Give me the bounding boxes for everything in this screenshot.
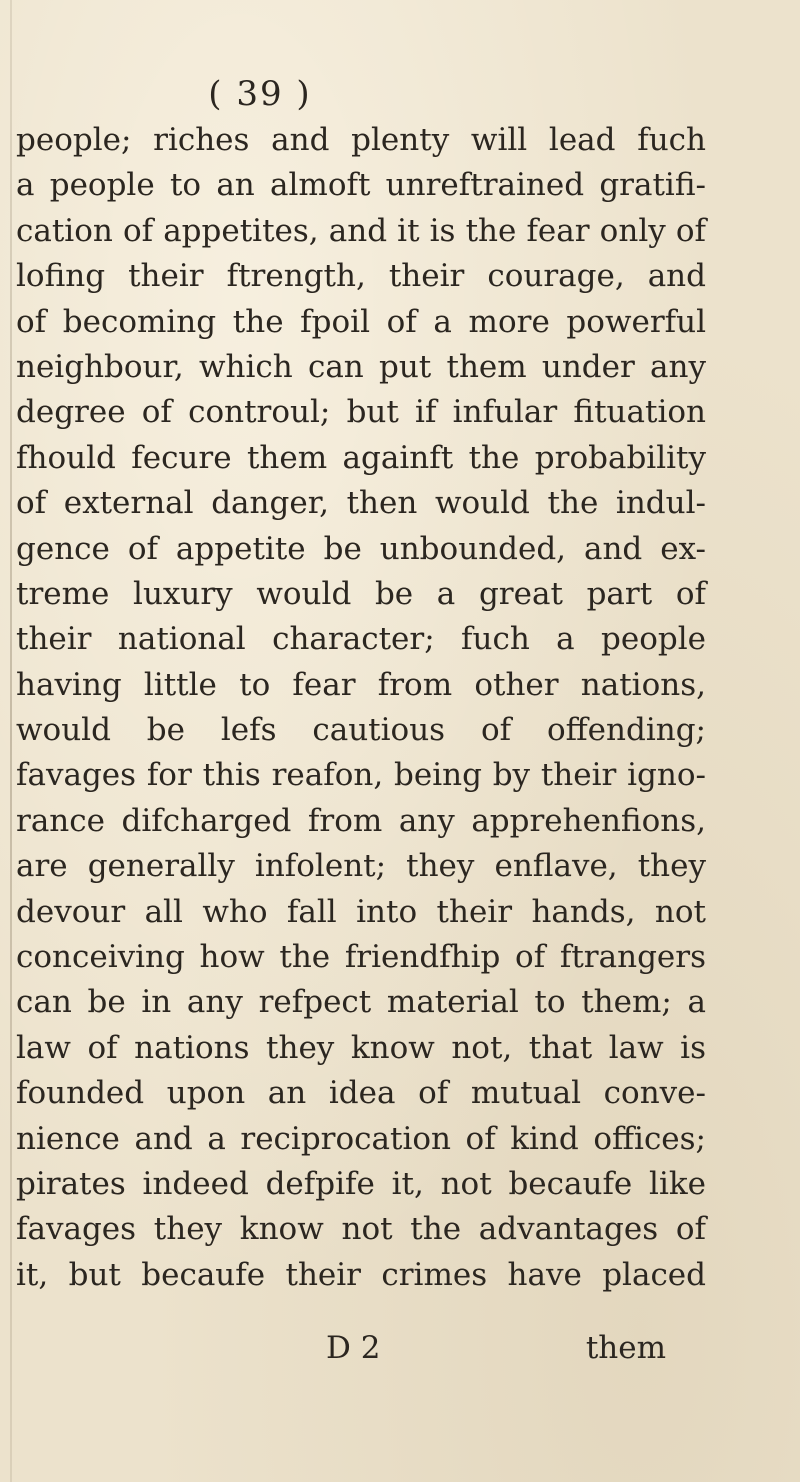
text-line: lofing their ftrength, their courage, and <box>16 258 706 295</box>
text-line: favages for this reafon, being by their igno- <box>16 757 706 794</box>
text-line: a people to an almoft unreftrained gratifi- <box>16 167 706 204</box>
text-line: founded upon an idea of mutual conve- <box>16 1075 706 1112</box>
text-line: gence of appetite be unbounded, and ex- <box>16 530 706 567</box>
text-line: law of nations they know not, that law is <box>16 1029 706 1066</box>
signature-mark: D 2 <box>326 1330 381 1366</box>
text-line: would be lefs cautious of offending; <box>16 712 706 749</box>
text-line: having little to fear from other nations, <box>16 666 706 703</box>
text-line: neighbour, which can put them under any <box>16 348 706 385</box>
text-line: are generally infolent; they enflave, they <box>16 848 706 885</box>
page-number: ( 39 ) <box>208 74 312 114</box>
text-line: their national character; fuch a people <box>16 621 706 658</box>
page-gutter-shadow <box>10 0 12 1482</box>
text-line: people; riches and plenty will lead fuch <box>16 122 706 158</box>
page-footer <box>16 1330 706 1376</box>
text-line: of external danger, then would the indul- <box>16 485 706 522</box>
text-line: rance difcharged from any apprehenfions, <box>16 802 706 839</box>
text-line: pirates indeed defpife it, not becaufe like <box>16 1165 706 1202</box>
text-line: conceiving how the friendfhip of ftrangers <box>16 939 706 976</box>
text-line: cation of appetites, and it is the fear only of <box>16 212 706 249</box>
text-line: fhould fecure them againft the probability <box>16 439 706 476</box>
text-line: devour all who fall into their hands, not <box>16 893 706 930</box>
text-line: treme luxury would be a great part of <box>16 575 706 612</box>
text-line: it, but becaufe their crimes have placed <box>16 1256 706 1293</box>
text-line: favages they know not the advantages of <box>16 1211 706 1248</box>
text-line: degree of controul; but if infular fituation <box>16 394 706 431</box>
text-line: can be in any refpect material to them; a <box>16 984 706 1021</box>
text-line: of becoming the fpoil of a more powerful <box>16 303 706 340</box>
catchword: them <box>585 1330 666 1366</box>
text-line: nience and a reciprocation of kind offices; <box>16 1120 706 1157</box>
body-text <box>16 118 706 1298</box>
